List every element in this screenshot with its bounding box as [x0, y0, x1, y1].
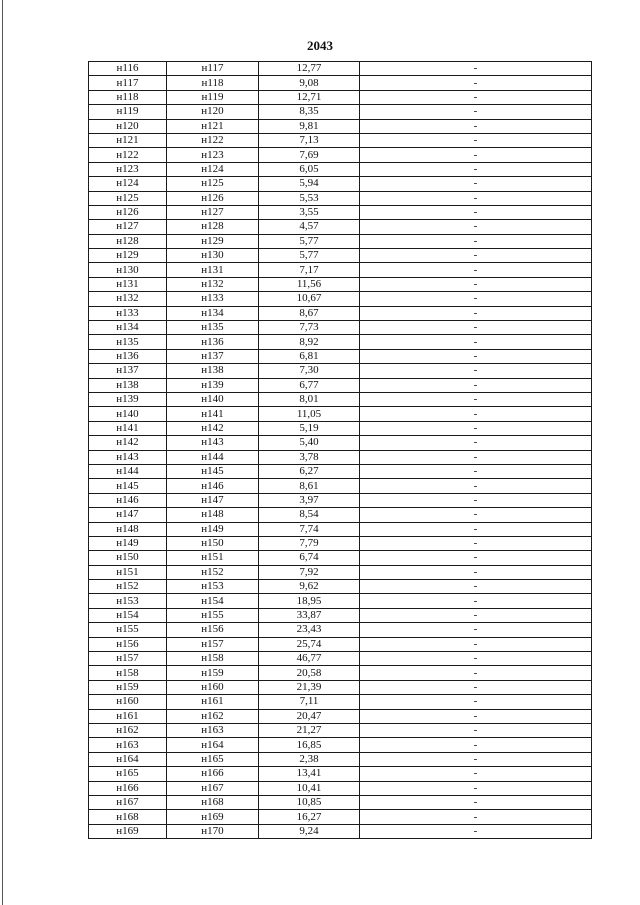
table-row [89, 263, 592, 277]
distance-cell: 11,56 [259, 277, 360, 291]
to-point-cell: н133 [167, 292, 259, 306]
table-row [89, 133, 592, 147]
note-cell: - [360, 709, 592, 723]
to-point-cell: н124 [167, 162, 259, 176]
to-point-cell: н155 [167, 608, 259, 622]
distance-cell: 33,87 [259, 608, 360, 622]
distance-cell: 16,85 [259, 738, 360, 752]
to-point-cell: н149 [167, 522, 259, 536]
table-row [89, 637, 592, 651]
to-point-cell: н148 [167, 508, 259, 522]
to-point-cell: н117 [167, 62, 259, 76]
table-row [89, 479, 592, 493]
boundary-table [88, 61, 592, 839]
from-point-cell: н159 [89, 680, 167, 694]
from-point-cell: н143 [89, 450, 167, 464]
table-row [89, 508, 592, 522]
to-point-cell: н169 [167, 810, 259, 824]
from-point-cell: н127 [89, 220, 167, 234]
distance-cell: 8,54 [259, 508, 360, 522]
distance-cell: 3,78 [259, 450, 360, 464]
note-cell: - [360, 119, 592, 133]
from-point-cell: н155 [89, 623, 167, 637]
from-point-cell: н162 [89, 723, 167, 737]
from-point-cell: н123 [89, 162, 167, 176]
note-cell: - [360, 666, 592, 680]
note-cell: - [360, 292, 592, 306]
distance-cell: 5,94 [259, 177, 360, 191]
distance-cell: 6,81 [259, 349, 360, 363]
to-point-cell: н144 [167, 450, 259, 464]
from-point-cell: н161 [89, 709, 167, 723]
note-cell: - [360, 249, 592, 263]
table-row [89, 421, 592, 435]
from-point-cell: н135 [89, 335, 167, 349]
table-row [89, 666, 592, 680]
distance-cell: 7,79 [259, 536, 360, 550]
note-cell: - [360, 680, 592, 694]
table-row [89, 738, 592, 752]
from-point-cell: н167 [89, 795, 167, 809]
to-point-cell: н121 [167, 119, 259, 133]
from-point-cell: н145 [89, 479, 167, 493]
note-cell: - [360, 824, 592, 838]
note-cell: - [360, 723, 592, 737]
note-cell: - [360, 364, 592, 378]
from-point-cell: н165 [89, 767, 167, 781]
from-point-cell: н140 [89, 407, 167, 421]
from-point-cell: н164 [89, 752, 167, 766]
distance-cell: 5,19 [259, 421, 360, 435]
from-point-cell: н137 [89, 364, 167, 378]
table-row [89, 795, 592, 809]
distance-cell: 6,05 [259, 162, 360, 176]
from-point-cell: н154 [89, 608, 167, 622]
from-point-cell: н132 [89, 292, 167, 306]
to-point-cell: н157 [167, 637, 259, 651]
distance-cell: 6,77 [259, 378, 360, 392]
distance-cell: 10,41 [259, 781, 360, 795]
from-point-cell: н129 [89, 249, 167, 263]
from-point-cell: н149 [89, 536, 167, 550]
distance-cell: 16,27 [259, 810, 360, 824]
distance-cell: 13,41 [259, 767, 360, 781]
to-point-cell: н160 [167, 680, 259, 694]
to-point-cell: н163 [167, 723, 259, 737]
distance-cell: 5,77 [259, 234, 360, 248]
note-cell: - [360, 522, 592, 536]
note-cell: - [360, 479, 592, 493]
from-point-cell: н139 [89, 392, 167, 406]
distance-cell: 21,39 [259, 680, 360, 694]
note-cell: - [360, 205, 592, 219]
distance-cell: 6,74 [259, 551, 360, 565]
to-point-cell: н120 [167, 105, 259, 119]
table-row [89, 148, 592, 162]
distance-cell: 7,11 [259, 695, 360, 709]
distance-cell: 7,92 [259, 565, 360, 579]
note-cell: - [360, 349, 592, 363]
to-point-cell: н147 [167, 493, 259, 507]
to-point-cell: н123 [167, 148, 259, 162]
distance-cell: 11,05 [259, 407, 360, 421]
from-point-cell: н141 [89, 421, 167, 435]
table-row [89, 407, 592, 421]
table-row [89, 536, 592, 550]
distance-cell: 9,81 [259, 119, 360, 133]
table-row [89, 565, 592, 579]
note-cell: - [360, 263, 592, 277]
note-cell: - [360, 76, 592, 90]
distance-cell: 8,01 [259, 392, 360, 406]
from-point-cell: н128 [89, 234, 167, 248]
note-cell: - [360, 781, 592, 795]
table-row [89, 824, 592, 838]
distance-cell: 8,35 [259, 105, 360, 119]
table-row [89, 191, 592, 205]
distance-cell: 12,71 [259, 90, 360, 104]
to-point-cell: н165 [167, 752, 259, 766]
from-point-cell: н146 [89, 493, 167, 507]
table-row [89, 90, 592, 104]
to-point-cell: н139 [167, 378, 259, 392]
distance-cell: 9,08 [259, 76, 360, 90]
from-point-cell: н153 [89, 594, 167, 608]
table-row [89, 623, 592, 637]
to-point-cell: н134 [167, 306, 259, 320]
to-point-cell: н126 [167, 191, 259, 205]
distance-cell: 6,27 [259, 464, 360, 478]
from-point-cell: н168 [89, 810, 167, 824]
from-point-cell: н142 [89, 436, 167, 450]
distance-cell: 10,67 [259, 292, 360, 306]
table-row [89, 364, 592, 378]
to-point-cell: н158 [167, 652, 259, 666]
distance-cell: 12,77 [259, 62, 360, 76]
table-row [89, 162, 592, 176]
from-point-cell: н133 [89, 306, 167, 320]
table-row [89, 767, 592, 781]
to-point-cell: н164 [167, 738, 259, 752]
from-point-cell: н150 [89, 551, 167, 565]
table-row [89, 652, 592, 666]
to-point-cell: н168 [167, 795, 259, 809]
distance-cell: 8,92 [259, 335, 360, 349]
table-row [89, 493, 592, 507]
distance-cell: 20,58 [259, 666, 360, 680]
note-cell: - [360, 652, 592, 666]
note-cell: - [360, 191, 592, 205]
table-row [89, 292, 592, 306]
page-left-edge [2, 0, 3, 905]
table-row [89, 335, 592, 349]
note-cell: - [360, 738, 592, 752]
from-point-cell: н144 [89, 464, 167, 478]
table-row [89, 551, 592, 565]
note-cell: - [360, 450, 592, 464]
to-point-cell: н135 [167, 321, 259, 335]
note-cell: - [360, 90, 592, 104]
note-cell: - [360, 565, 592, 579]
distance-cell: 5,40 [259, 436, 360, 450]
note-cell: - [360, 407, 592, 421]
note-cell: - [360, 162, 592, 176]
table-row [89, 378, 592, 392]
table-row [89, 321, 592, 335]
table-row [89, 119, 592, 133]
distance-cell: 9,24 [259, 824, 360, 838]
to-point-cell: н142 [167, 421, 259, 435]
distance-cell: 7,13 [259, 133, 360, 147]
from-point-cell: н117 [89, 76, 167, 90]
from-point-cell: н134 [89, 321, 167, 335]
from-point-cell: н163 [89, 738, 167, 752]
from-point-cell: н169 [89, 824, 167, 838]
distance-cell: 46,77 [259, 652, 360, 666]
distance-cell: 25,74 [259, 637, 360, 651]
from-point-cell: н116 [89, 62, 167, 76]
from-point-cell: н158 [89, 666, 167, 680]
from-point-cell: н122 [89, 148, 167, 162]
from-point-cell: н118 [89, 90, 167, 104]
table-row [89, 392, 592, 406]
from-point-cell: н151 [89, 565, 167, 579]
table-body [89, 62, 592, 839]
note-cell: - [360, 637, 592, 651]
distance-cell: 2,38 [259, 752, 360, 766]
table-row [89, 62, 592, 76]
note-cell: - [360, 623, 592, 637]
note-cell: - [360, 508, 592, 522]
note-cell: - [360, 234, 592, 248]
to-point-cell: н136 [167, 335, 259, 349]
table-row [89, 220, 592, 234]
table-row [89, 522, 592, 536]
note-cell: - [360, 608, 592, 622]
table-row [89, 680, 592, 694]
from-point-cell: н124 [89, 177, 167, 191]
to-point-cell: н141 [167, 407, 259, 421]
table-row [89, 450, 592, 464]
distance-cell: 7,74 [259, 522, 360, 536]
table-row [89, 76, 592, 90]
note-cell: - [360, 695, 592, 709]
note-cell: - [360, 594, 592, 608]
note-cell: - [360, 148, 592, 162]
from-point-cell: н156 [89, 637, 167, 651]
note-cell: - [360, 378, 592, 392]
to-point-cell: н145 [167, 464, 259, 478]
note-cell: - [360, 421, 592, 435]
to-point-cell: н130 [167, 249, 259, 263]
note-cell: - [360, 335, 592, 349]
from-point-cell: н147 [89, 508, 167, 522]
to-point-cell: н162 [167, 709, 259, 723]
table-row [89, 105, 592, 119]
note-cell: - [360, 220, 592, 234]
table-row [89, 608, 592, 622]
page-number: 2043 [307, 38, 333, 53]
note-cell: - [360, 551, 592, 565]
note-cell: - [360, 493, 592, 507]
to-point-cell: н127 [167, 205, 259, 219]
note-cell: - [360, 277, 592, 291]
note-cell: - [360, 752, 592, 766]
to-point-cell: н153 [167, 580, 259, 594]
note-cell: - [360, 321, 592, 335]
table-row [89, 594, 592, 608]
note-cell: - [360, 436, 592, 450]
from-point-cell: н160 [89, 695, 167, 709]
note-cell: - [360, 580, 592, 594]
table-row [89, 810, 592, 824]
note-cell: - [360, 133, 592, 147]
to-point-cell: н140 [167, 392, 259, 406]
note-cell: - [360, 62, 592, 76]
table-row [89, 752, 592, 766]
to-point-cell: н131 [167, 263, 259, 277]
distance-cell: 7,17 [259, 263, 360, 277]
distance-cell: 8,67 [259, 306, 360, 320]
note-cell: - [360, 105, 592, 119]
note-cell: - [360, 767, 592, 781]
from-point-cell: н131 [89, 277, 167, 291]
from-point-cell: н119 [89, 105, 167, 119]
to-point-cell: н154 [167, 594, 259, 608]
table-row [89, 234, 592, 248]
from-point-cell: н138 [89, 378, 167, 392]
note-cell: - [360, 795, 592, 809]
distance-cell: 3,97 [259, 493, 360, 507]
distance-cell: 3,55 [259, 205, 360, 219]
from-point-cell: н136 [89, 349, 167, 363]
distance-cell: 7,73 [259, 321, 360, 335]
table-row [89, 277, 592, 291]
table-row [89, 695, 592, 709]
to-point-cell: н150 [167, 536, 259, 550]
to-point-cell: н161 [167, 695, 259, 709]
to-point-cell: н129 [167, 234, 259, 248]
to-point-cell: н128 [167, 220, 259, 234]
distance-cell: 9,62 [259, 580, 360, 594]
to-point-cell: н122 [167, 133, 259, 147]
table-row [89, 464, 592, 478]
to-point-cell: н146 [167, 479, 259, 493]
distance-cell: 7,69 [259, 148, 360, 162]
note-cell: - [360, 536, 592, 550]
from-point-cell: н121 [89, 133, 167, 147]
to-point-cell: н137 [167, 349, 259, 363]
note-cell: - [360, 464, 592, 478]
to-point-cell: н151 [167, 551, 259, 565]
to-point-cell: н167 [167, 781, 259, 795]
table-row [89, 580, 592, 594]
table-row [89, 709, 592, 723]
distance-cell: 20,47 [259, 709, 360, 723]
to-point-cell: н159 [167, 666, 259, 680]
from-point-cell: н125 [89, 191, 167, 205]
distance-cell: 7,30 [259, 364, 360, 378]
table-row [89, 249, 592, 263]
from-point-cell: н148 [89, 522, 167, 536]
note-cell: - [360, 177, 592, 191]
distance-cell: 5,53 [259, 191, 360, 205]
from-point-cell: н130 [89, 263, 167, 277]
to-point-cell: н166 [167, 767, 259, 781]
table-row [89, 781, 592, 795]
to-point-cell: н170 [167, 824, 259, 838]
table-row [89, 349, 592, 363]
to-point-cell: н119 [167, 90, 259, 104]
from-point-cell: н166 [89, 781, 167, 795]
to-point-cell: н138 [167, 364, 259, 378]
to-point-cell: н125 [167, 177, 259, 191]
table-row [89, 436, 592, 450]
table-row [89, 205, 592, 219]
from-point-cell: н152 [89, 580, 167, 594]
note-cell: - [360, 392, 592, 406]
to-point-cell: н143 [167, 436, 259, 450]
distance-cell: 18,95 [259, 594, 360, 608]
table-row [89, 306, 592, 320]
from-point-cell: н126 [89, 205, 167, 219]
distance-cell: 4,57 [259, 220, 360, 234]
note-cell: - [360, 810, 592, 824]
distance-cell: 10,85 [259, 795, 360, 809]
distance-cell: 5,77 [259, 249, 360, 263]
distance-cell: 21,27 [259, 723, 360, 737]
distance-cell: 23,43 [259, 623, 360, 637]
table-row [89, 723, 592, 737]
to-point-cell: н156 [167, 623, 259, 637]
to-point-cell: н132 [167, 277, 259, 291]
table-row [89, 177, 592, 191]
note-cell: - [360, 306, 592, 320]
distance-cell: 8,61 [259, 479, 360, 493]
from-point-cell: н120 [89, 119, 167, 133]
to-point-cell: н118 [167, 76, 259, 90]
to-point-cell: н152 [167, 565, 259, 579]
from-point-cell: н157 [89, 652, 167, 666]
